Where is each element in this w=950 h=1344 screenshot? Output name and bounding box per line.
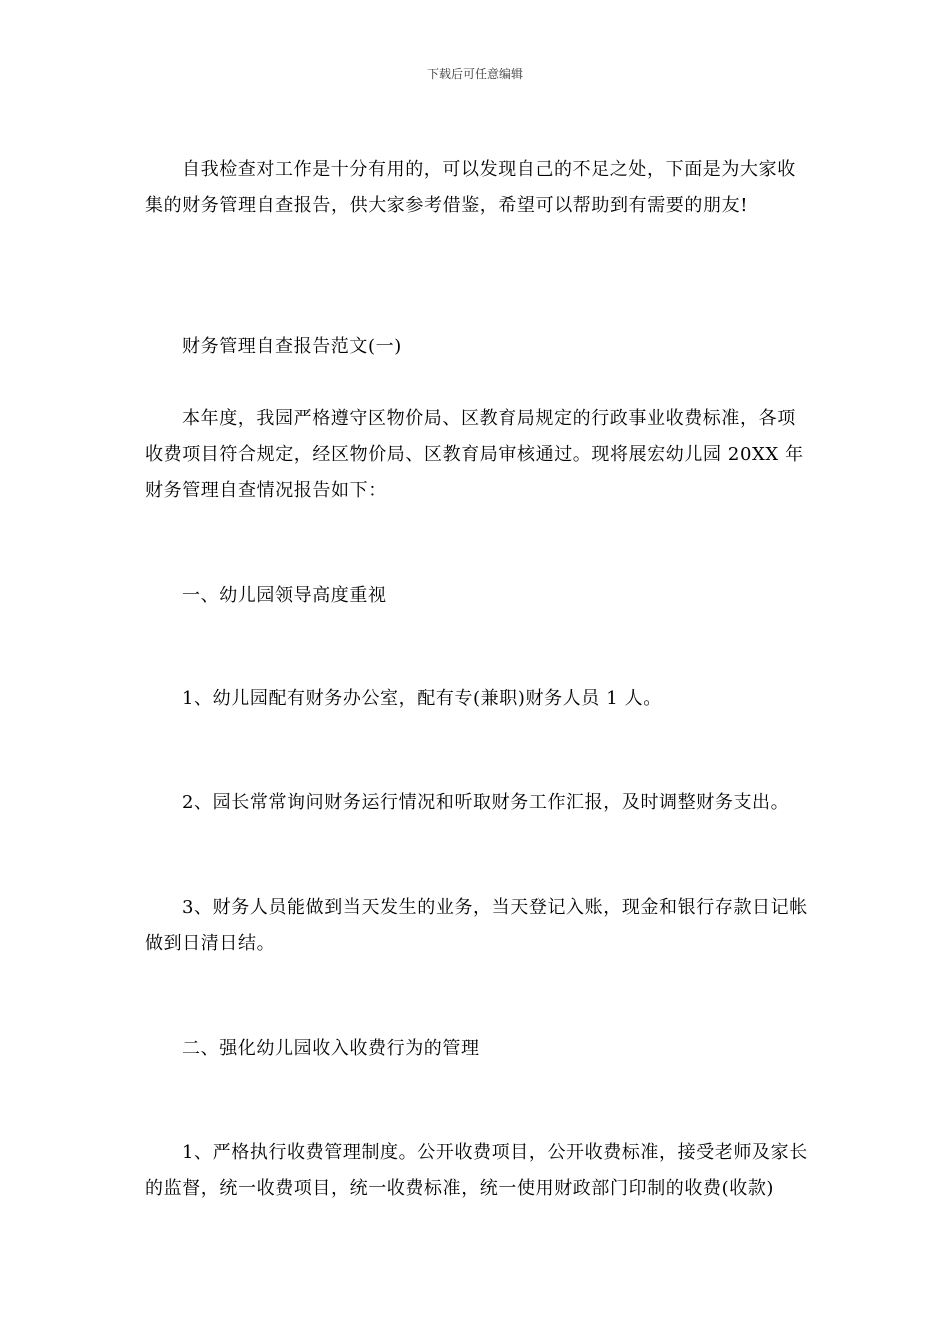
heading-1: 一、幼儿园领导高度重视	[182, 585, 387, 606]
heading-2: 二、强化幼儿园收入收费行为的管理	[182, 1038, 480, 1059]
item-2-1: 1、严格执行收费管理制度。公开收费项目，公开收费标准，接受老师及家长的监督，统一收费项目，统一收费标准，统一使用财政部门印制的收费(收款)	[145, 1142, 808, 1199]
item-1-1: 1、幼儿园配有财务办公室，配有专(兼职)财务人员 1 人。	[182, 688, 662, 709]
intro-paragraph: 自我检查对工作是十分有用的，可以发现自己的不足之处，下面是为大家收集的财务管理自查报告，供大家参考借鉴，希望可以帮助到有需要的朋友!	[145, 159, 796, 216]
item-1-2: 2、园长常常询问财务运行情况和听取财务工作汇报，及时调整财务支出。	[182, 792, 790, 813]
item-1-3: 3、财务人员能做到当天发生的业务，当天登记入账，现金和银行存款日记帐做到日清日结。	[145, 897, 808, 954]
header-note: 下载后可任意编辑	[426, 67, 523, 81]
paragraph-1: 本年度，我园严格遵守区物价局、区教育局规定的行政事业收费标准，各项收费项目符合规定，经区物价局、区教育局审核通过。现将展宏幼儿园 20XX 年财务管理自查情况报告如下：	[145, 408, 804, 501]
section-title: 财务管理自查报告范文(一)	[182, 336, 402, 357]
